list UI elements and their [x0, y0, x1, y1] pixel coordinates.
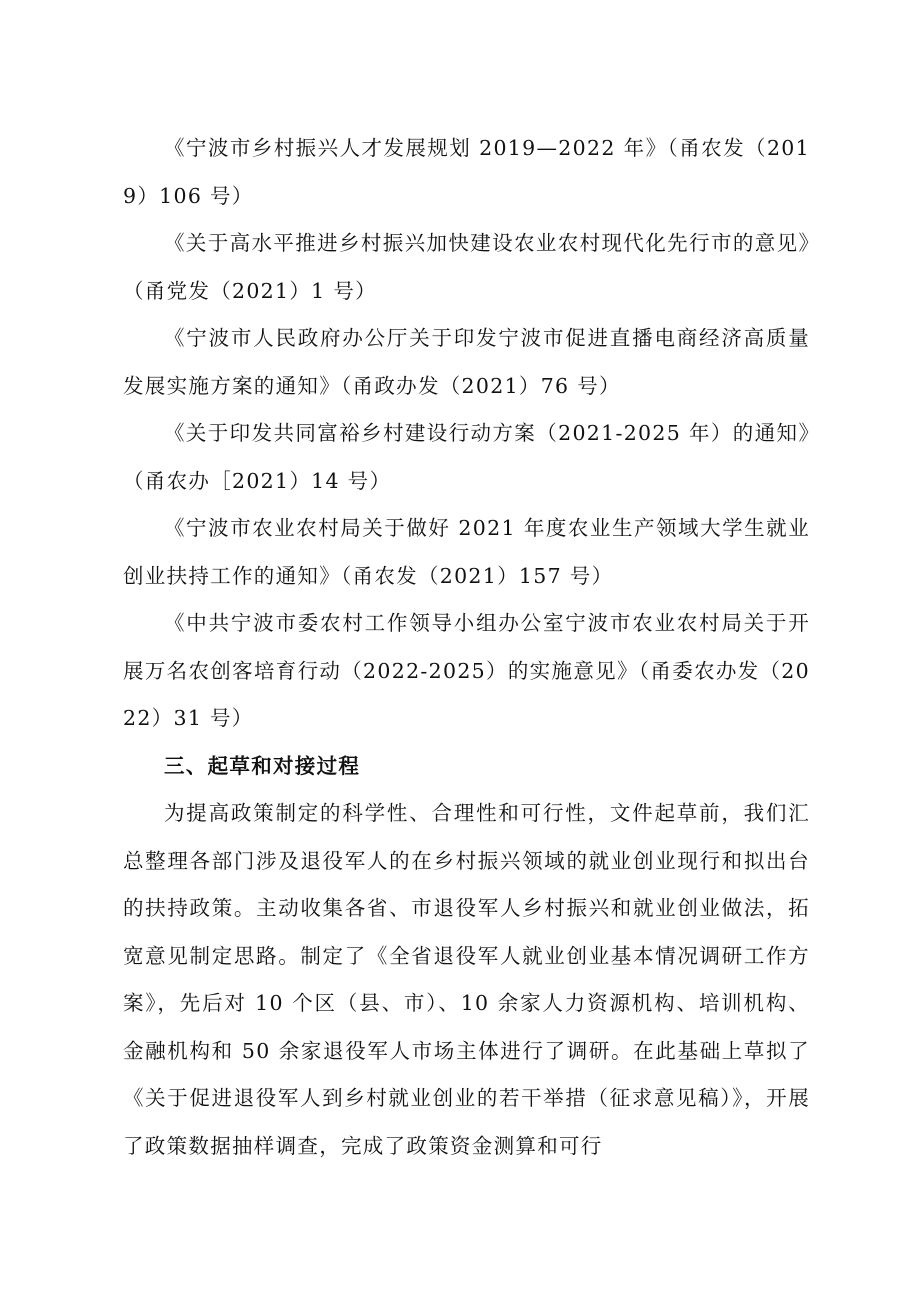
reference-item: 《宁波市人民政府办公厅关于印发宁波市促进直播电商经济高质量发展实施方案的通知》（甬政办发（2021）76 号）	[123, 326, 810, 398]
document-body	[123, 125, 810, 1170]
reference-item: 《宁波市农业农村局关于做好 2021 年度农业生产领域大学生就业创业扶持工作的通知》（甬农发（2021）157 号）	[123, 516, 810, 588]
reference-item: 《宁波市乡村振兴人才发展规划 2019—2022 年》（甬农发（2019）106 号）	[123, 136, 810, 208]
section-heading: 三、起草和对接过程	[164, 753, 361, 778]
reference-item: 《关于高水平推进乡村振兴加快建设农业农村现代化先行市的意见》（甬党发（2021）1 号）	[123, 231, 810, 303]
body-paragraph: 为提高政策制定的科学性、合理性和可行性，文件起草前，我们汇总整理各部门涉及退役军人的在乡村振兴领域的就业创业现行和拟出台的扶持政策。主动收集各省、市退役军人乡村振兴和就业创业做法，拓宽意见制定思路。制定了《全省退役军人就业创业基本情况调研工作方案》，先后对 10 个区（县、市）、10 余家人力资源机构、培训机构、金融机构和 50 余家退役军人市场主体进行了调研。在此基础上草拟了《关于促进退役军人到乡村就业创业的若干举措（征求意见稿）》，开展了政策数据抽样调查，完成了政策资金测算和可行	[123, 801, 810, 1158]
reference-item: 《中共宁波市委农村工作领导小组办公室宁波市农业农村局关于开展万名农创客培育行动（2022-2025）的实施意见》（甬委农办发（2022）31 号）	[123, 611, 810, 730]
reference-item: 《关于印发共同富裕乡村建设行动方案（2021-2025 年）的通知》（甬农办［2021）14 号）	[123, 421, 810, 493]
